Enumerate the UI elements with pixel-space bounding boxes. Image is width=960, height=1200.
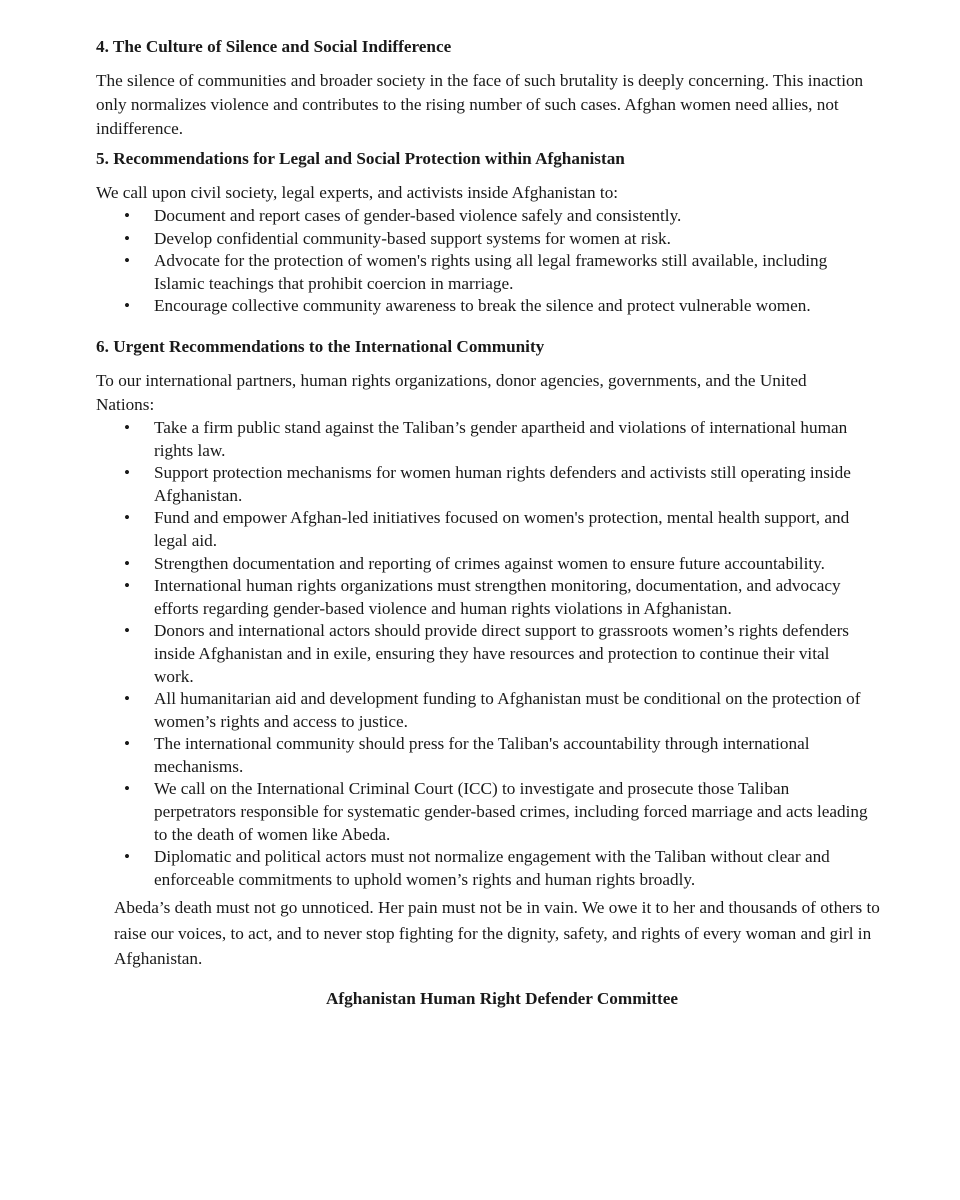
list-item: • Document and report cases of gender-based violence safely and consistently.	[96, 205, 868, 228]
list-item: • We call on the International Criminal Court (ICC) to investigate and prosecute those Taliban perpetrators responsible for systematic gender-based crimes, including forced marriage and acts leading to the death of women like Abeda.	[96, 778, 868, 846]
list-item: • Develop confidential community-based support systems for women at risk.	[96, 228, 868, 251]
list-item: • Take a firm public stand against the Taliban’s gender apartheid and violations of international human rights law.	[96, 417, 868, 462]
list-item: • Advocate for the protection of women's rights using all legal frameworks still available, including Islamic teachings that prohibit coercion in marriage.	[96, 250, 868, 295]
section-5-heading: 5. Recommendations for Legal and Social Protection within Afghanistan	[96, 149, 625, 168]
section-4-paragraph: The silence of communities and broader society in the face of such brutality is deeply concerning. This inaction only normalizes violence and contributes to the rising number of such cases. Afghan women need allies, not indifference.	[96, 71, 864, 138]
list-item: • Diplomatic and political actors must not normalize engagement with the Taliban without clear and enforceable commitments to uphold women’s rights and human rights broadly.	[96, 846, 868, 891]
list-item: • Fund and empower Afghan-led initiatives focused on women's protection, mental health support, and legal aid.	[96, 507, 868, 552]
list-item: • International human rights organizations must strengthen monitoring, documentation, and advocacy efforts regarding gender-based violence and human rights violations in Afghanistan.	[96, 575, 868, 620]
list-item: • All humanitarian aid and development funding to Afghanistan must be conditional on the protection of women’s rights and access to justice.	[96, 688, 868, 733]
list-item: • Support protection mechanisms for women human rights defenders and activists still operating inside Afghanistan.	[96, 462, 868, 507]
section-6-heading: 6. Urgent Recommendations to the International Community	[96, 336, 545, 356]
document-page	[96, 30, 880, 1011]
closing-paragraph: Abeda’s death must not go unnoticed. Her pain must not be in vain. We owe it to her and thousands of others to raise our voices, to act, and to never stop fighting for the dignity, safety, and rights of every woman and girl in Afghanistan.	[114, 898, 880, 969]
section-6-list	[96, 417, 868, 891]
list-item: • Donors and international actors should provide direct support to grassroots women’s rights defenders inside Afghanistan and in exile, ensuring they have resources and protection to continue their vital work.	[96, 620, 868, 688]
list-item: • Strengthen documentation and reporting of crimes against women to ensure future accountability.	[96, 553, 868, 576]
section-6-intro: To our international partners, human rights organizations, donor agencies, governments, and the United Nations:	[96, 370, 807, 414]
signature: Afghanistan Human Right Defender Committee	[325, 988, 678, 1008]
section-5-list	[96, 205, 868, 318]
section-5-intro: We call upon civil society, legal experts, and activists inside Afghanistan to:	[96, 183, 619, 202]
section-4-heading: 4. The Culture of Silence and Social Indifference	[96, 37, 452, 56]
list-item: • Encourage collective community awareness to break the silence and protect vulnerable women.	[96, 295, 868, 318]
list-item: • The international community should press for the Taliban's accountability through international mechanisms.	[96, 733, 868, 778]
